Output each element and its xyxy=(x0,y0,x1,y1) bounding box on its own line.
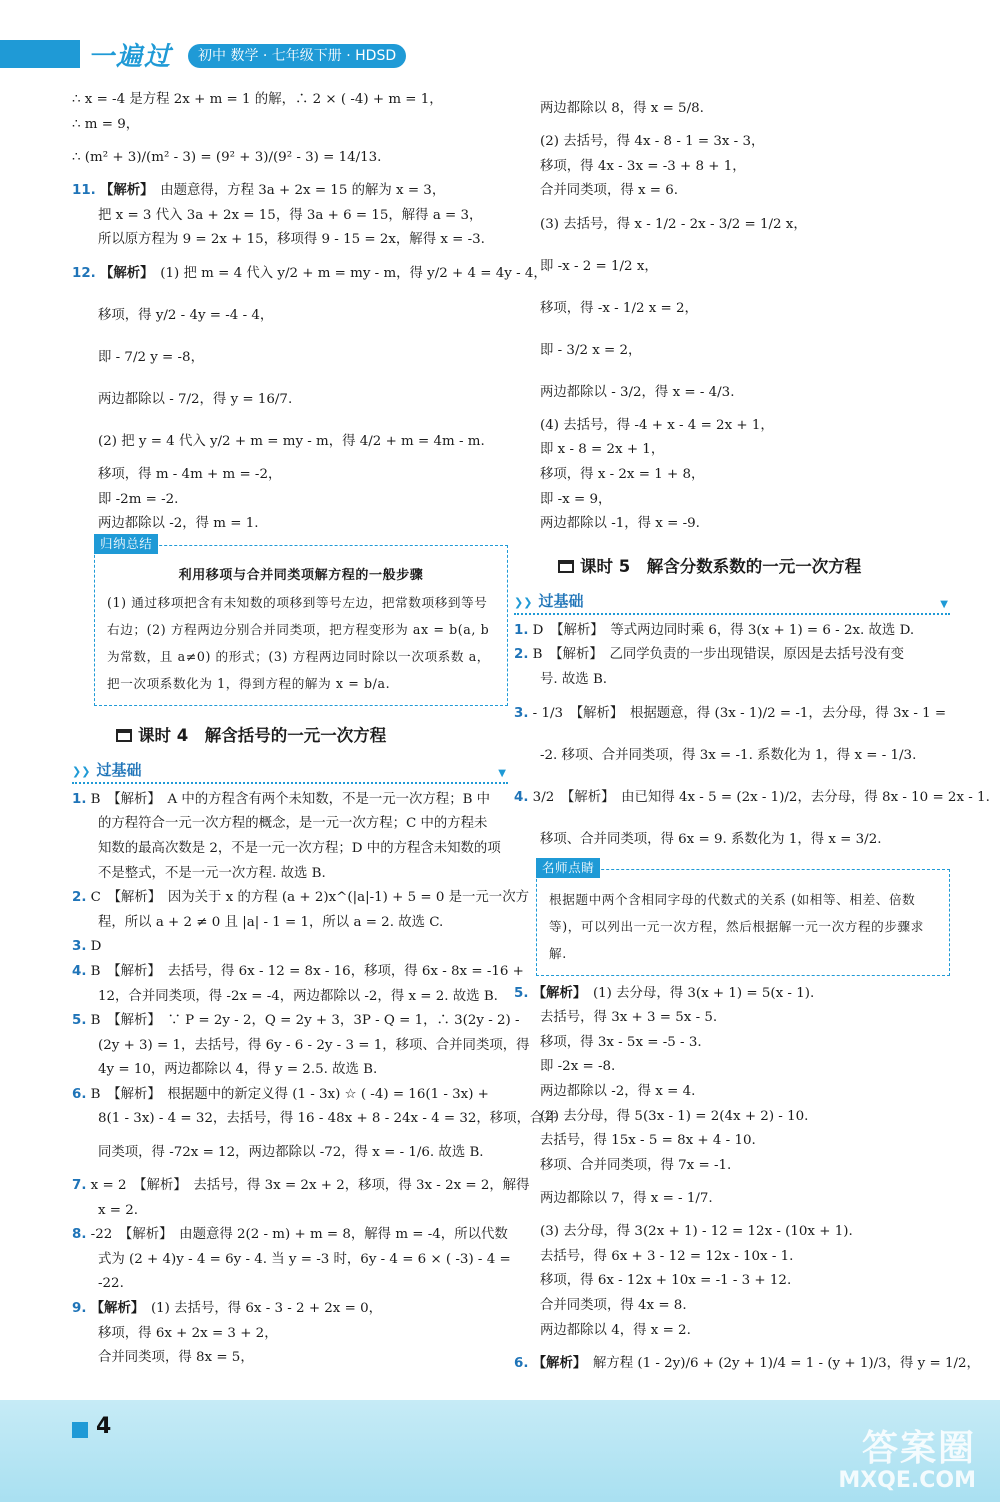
question-number: 4. xyxy=(514,789,529,805)
question-number: 6. xyxy=(514,1356,529,1372)
line-text: 式为 (2 + 4)y - 4 = 6y - 4. 当 y = -3 时，6y - 4 = 6 × ( -3) - 4 = xyxy=(98,1251,511,1267)
line-text: 移项，得 -x - 1/2 x = 2， xyxy=(540,300,698,316)
line-text: (3) 去括号，得 x - 1/2 - 2x - 3/2 = 1/2 x， xyxy=(540,216,807,232)
line-text: 所以原方程为 9 = 2x + 15，移项得 9 - 15 = 2x，解得 x = -3. xyxy=(98,232,485,248)
text-line xyxy=(514,693,950,735)
question-number: 1. xyxy=(514,622,529,638)
text-line xyxy=(514,643,950,668)
lesson4-title-text: 课时 4 解含括号的一元一次方程 xyxy=(138,725,387,745)
text-line xyxy=(514,668,950,693)
text-line xyxy=(72,1223,508,1248)
chevron-icon: ❯❯ xyxy=(514,595,533,609)
left-lines xyxy=(72,88,547,537)
text-line xyxy=(72,837,508,862)
text-line xyxy=(72,253,547,295)
question-number: 1. xyxy=(72,791,87,807)
line-text: B 【解析】 去括号，得 6x - 12 = 8x - 16，移项，得 6x - 8x = -16 + xyxy=(90,963,524,979)
text-line xyxy=(514,735,950,777)
text-line xyxy=(72,88,508,113)
text-line xyxy=(72,337,508,379)
text-line xyxy=(514,1319,950,1344)
text-line xyxy=(514,372,950,414)
text-line xyxy=(514,1154,950,1179)
text-line xyxy=(514,1006,950,1031)
line-text: 把 x = 3 代入 3a + 2x = 15，得 3a + 6 = 15，解得 a = 3， xyxy=(98,207,483,223)
line-text: 即 - 7/2 y = -8， xyxy=(98,349,204,365)
text-line xyxy=(72,1034,530,1059)
line-text: -22 【解析】 由题意得 2(2 - m) + m = 8，解得 m = -4，所以代数 xyxy=(90,1227,508,1243)
line-text: (2) 去分母，得 5(3x - 1) = 2(4x + 2) - 10. xyxy=(540,1108,809,1124)
line-text: 程，所以 a + 2 ≠ 0 且 |a| - 1 = 1，所以 a = 2. 故选 C. xyxy=(98,914,444,930)
question-number: 11. xyxy=(72,183,96,199)
question-number: 3. xyxy=(514,705,529,721)
line-text: ∴ x = -4 是方程 2x + m = 1 的解，∴ 2 × ( -4) + m = 1， xyxy=(72,92,443,107)
lesson5-basic-header xyxy=(514,587,950,615)
line-text: ∴ m = 9， xyxy=(72,116,140,132)
text-line xyxy=(514,619,950,644)
text-line xyxy=(514,88,950,130)
line-text: 移项，得 3x - 5x = -5 - 3. xyxy=(540,1034,702,1050)
text-line xyxy=(72,463,508,488)
watermark: 答案圈 xyxy=(861,1428,976,1469)
text-line xyxy=(72,1248,511,1273)
text-line xyxy=(72,935,508,960)
line-text: 知数的最高次数是 2，不是一元一次方程；D 中的方程含未知数的项 xyxy=(98,840,501,856)
text-line xyxy=(514,1129,950,1154)
line-text: 移项，得 6x - 12x + 10x = -1 - 3 + 12. xyxy=(540,1273,792,1289)
text-line xyxy=(514,130,950,155)
page-number: 4 xyxy=(96,1414,112,1439)
text-line xyxy=(514,204,950,246)
text-line xyxy=(514,1178,950,1220)
text-line xyxy=(514,1055,950,1080)
line-text: 的方程符合一元一次方程的概念，是一元一次方程；C 中的方程未 xyxy=(98,816,488,832)
line-text: (1) 去分母，得 3(x + 1) = 5(x - 1). xyxy=(592,985,815,1001)
line-text: 解方程 (1 - 2y)/6 + (2y + 1)/4 = 1 - (y + 1)/3，得 y = 1/2， xyxy=(592,1356,980,1372)
line-text: 即 -2m = -2. xyxy=(98,491,179,507)
text-line xyxy=(72,1272,508,1297)
line-text: B 【解析】 ∵ P = 2y - 2，Q = 2y + 3，3P - Q = 1，∴ 3(2y - 2) - xyxy=(90,1013,520,1029)
line-text: -2. 移项、合并同类项，得 3x = -1. 系数化为 1，得 x = - 1/3. xyxy=(540,747,917,763)
text-line xyxy=(514,777,990,819)
book-icon xyxy=(116,729,132,742)
text-line xyxy=(72,960,524,985)
text-line xyxy=(72,295,508,337)
line-text: ∴ (m² + 3)/(m² - 3) = (9² + 3)/(9² - 3) = 14/13. xyxy=(72,150,382,166)
header-tag: 初中 数学 · 七年级下册 · HDSD xyxy=(188,44,406,68)
line-text: - 1/3 【解析】 根据题意，得 (3x - 1)/2 = -1，去分母，得 3x - 1 = xyxy=(532,705,947,721)
line-text: 两边都除以 -2，得 x = 4. xyxy=(540,1083,696,1099)
lesson4-basic-text: 过基础 xyxy=(96,760,142,779)
text-line xyxy=(514,1269,950,1294)
line-text: 合并同类项，得 x = 6. xyxy=(540,183,679,199)
text-line xyxy=(72,179,508,204)
brand-logo: 一遍过 xyxy=(88,42,173,72)
line-text: 移项、合并同类项，得 6x = 9. 系数化为 1，得 x = 3/2. xyxy=(540,831,882,847)
chevron-icon: ❯❯ xyxy=(72,764,91,778)
right-lines-2 xyxy=(514,619,990,861)
line-text: x = 2. xyxy=(98,1202,139,1218)
line-text: D xyxy=(90,939,102,955)
text-line xyxy=(514,155,950,180)
text-line xyxy=(72,812,508,837)
text-line xyxy=(72,985,508,1010)
question-number: 2. xyxy=(514,647,529,663)
text-line xyxy=(514,179,950,204)
analysis-tag: 【解析】 xyxy=(532,985,580,1001)
line-text: B 【解析】 乙同学负责的一步出现错误，原因是去括号没有变 xyxy=(532,647,905,663)
line-text: 两边都除以 - 7/2，得 y = 16/7. xyxy=(98,391,293,407)
line-text: B 【解析】 根据题中的新定义得 (1 - 3x) ☆ ( -4) = 16(1 - 3x) + xyxy=(90,1086,489,1102)
lesson4-title xyxy=(72,716,508,756)
line-text: (1) 去括号，得 6x - 3 - 2 + 2x = 0， xyxy=(150,1301,383,1317)
summary-label: 归纳总结 xyxy=(94,534,158,554)
watermark-url: MXQE.COM xyxy=(838,1468,976,1493)
text-line xyxy=(72,1199,508,1224)
tip-body: 根据题中两个含相同字母的代数式的关系 (如相等、相差、倍数等)，可以列出一元一次方程，然后根据解一元一次方程的步骤求解. xyxy=(549,891,924,961)
text-line xyxy=(72,886,529,911)
text-line xyxy=(514,246,950,288)
line-text: B 【解析】 A 中的方程含有两个未知数，不是一元一次方程；B 中 xyxy=(90,791,491,807)
text-line xyxy=(514,330,950,372)
text-line xyxy=(72,1083,508,1108)
tip-label: 名师点睛 xyxy=(536,858,600,878)
question-number: 9. xyxy=(72,1301,87,1317)
summary-box xyxy=(94,535,508,706)
right-column xyxy=(514,88,990,1385)
lesson5-basic-text: 过基础 xyxy=(538,591,584,610)
line-text: 移项，得 6x + 2x = 3 + 2， xyxy=(98,1325,278,1341)
text-line xyxy=(514,512,950,537)
line-text: 即 -x - 2 = 1/2 x， xyxy=(540,258,658,274)
line-text: x = 2 【解析】 去括号，得 3x = 2x + 2，移项，得 3x - 2x = 2，解得 xyxy=(90,1178,530,1194)
line-text: 两边都除以 -1，得 x = -9. xyxy=(540,516,700,532)
text-line xyxy=(514,1294,950,1319)
left-column xyxy=(72,88,557,1371)
question-number: 4. xyxy=(72,963,87,979)
text-line xyxy=(514,1220,950,1245)
summary-title: 利用移项与合并同类项解方程的一般步骤 xyxy=(178,567,424,583)
line-text: 去括号，得 6x + 3 - 12 = 12x - 10x - 1. xyxy=(540,1248,794,1264)
text-line xyxy=(72,1322,508,1347)
line-text: (2y + 3) = 1，去括号，得 6y - 6 - 2y - 3 = 1，移项、合并同类项，得 xyxy=(98,1037,530,1053)
line-text: 12，合并同类项，得 -2x = -4，两边都除以 -2，得 x = 2. 故选 B. xyxy=(98,988,498,1004)
line-text: 移项，得 4x - 3x = -3 + 8 + 1， xyxy=(540,158,746,174)
line-text: -22. xyxy=(98,1276,124,1292)
text-line xyxy=(514,1080,950,1105)
line-text: 移项，得 x - 2x = 1 + 8， xyxy=(540,466,705,482)
line-text: 即 -2x = -8. xyxy=(540,1059,616,1075)
text-line xyxy=(514,463,950,488)
right-lines xyxy=(514,88,950,537)
lesson4-basic-header xyxy=(72,756,508,784)
line-text: 3/2 【解析】 由已知得 4x - 5 = (2x - 1)/2，去分母，得 8x - 10 = 2x - 1. xyxy=(532,789,990,805)
text-line xyxy=(72,1346,508,1371)
text-line xyxy=(514,438,950,463)
text-line xyxy=(72,788,508,813)
text-line xyxy=(514,982,950,1007)
text-line xyxy=(514,288,950,330)
chevron-down-icon: ▼ xyxy=(498,767,506,779)
text-line xyxy=(72,1058,508,1083)
analysis-tag: 【解析】 xyxy=(100,183,147,199)
line-text: 移项，得 y/2 - 4y = -4 - 4， xyxy=(98,307,274,323)
line-text: 不是整式，不是一元一次方程. 故选 B. xyxy=(98,865,326,881)
line-text: 合并同类项，得 4x = 8. xyxy=(540,1298,687,1314)
line-text: 8(1 - 3x) - 4 = 32，去括号，得 16 - 48x + 8 - 24x - 4 = 32，移项，合并 xyxy=(98,1111,557,1127)
text-line xyxy=(72,113,508,138)
analysis-tag: 【解析】 xyxy=(532,1356,580,1372)
text-line xyxy=(72,911,508,936)
line-text: (2) 把 y = 4 代入 y/2 + m = my - m，得 4/2 + m = 4m - m. xyxy=(98,433,485,449)
analysis-tag: 【解析】 xyxy=(100,265,147,281)
text-line xyxy=(72,204,508,229)
line-text: (4) 去括号，得 -4 + x - 4 = 2x + 1， xyxy=(540,417,774,433)
line-text: 移项、合并同类项，得 7x = -1. xyxy=(540,1157,732,1173)
text-line xyxy=(514,1031,950,1056)
right-lines-3 xyxy=(514,982,980,1386)
line-text: (2) 去括号，得 4x - 8 - 1 = 3x - 3， xyxy=(540,134,765,149)
text-line xyxy=(72,1297,508,1322)
text-line xyxy=(72,862,508,887)
page-marker xyxy=(72,1422,88,1438)
text-line xyxy=(514,1105,950,1130)
line-text: 4y = 10，两边都除以 4，得 y = 2.5. 故选 B. xyxy=(98,1062,378,1078)
line-text: 两边都除以 7，得 x = - 1/7. xyxy=(540,1191,713,1207)
lesson5-title xyxy=(514,547,950,587)
text-line xyxy=(72,421,508,463)
text-line xyxy=(72,1009,520,1034)
line-text: 即 - 3/2 x = 2， xyxy=(540,342,642,358)
line-text: 去括号，得 3x + 3 = 5x - 5. xyxy=(540,1010,718,1026)
text-line xyxy=(72,1132,508,1174)
question-number: 5. xyxy=(72,1013,87,1029)
question-number: 8. xyxy=(72,1227,87,1243)
question-number: 7. xyxy=(72,1178,87,1194)
text-line xyxy=(72,488,508,513)
line-text: (3) 去分母，得 3(2x + 1) - 12 = 12x - (10x + 1). xyxy=(540,1224,853,1240)
line-text: 合并同类项，得 8x = 5， xyxy=(98,1350,254,1366)
lesson5-title-text: 课时 5 解含分数系数的一元一次方程 xyxy=(580,556,862,576)
line-text: 移项，得 m - 4m + m = -2， xyxy=(98,466,282,482)
line-text: D 【解析】 等式两边同时乘 6，得 3(x + 1) = 6 - 2x. 故选 D. xyxy=(532,622,915,638)
tip-box xyxy=(536,859,950,976)
left-lines-2 xyxy=(72,788,557,1371)
line-text: 即 -x = 9， xyxy=(540,491,612,507)
line-text: 两边都除以 8，得 x = 5/8. xyxy=(540,101,704,116)
text-line xyxy=(514,414,950,439)
text-line xyxy=(514,1245,950,1270)
text-line xyxy=(72,1107,557,1132)
chevron-down-icon: ▼ xyxy=(940,598,948,610)
summary-body: (1) 通过移项把含有未知数的项移到等号左边，把常数项移到等号右边；(2) 方程两边分别合并同类项，把方程变形为 ax = b(a, b 为常数，且 a≠0) 的形式；(3) 方程两边同时除以一次项系数 a，把一次项系数化为 1，得到方程的解为 x = b/a. xyxy=(107,594,491,691)
line-text: 同类项，得 -72x = 12，两边都除以 -72，得 x = - 1/6. 故选 B. xyxy=(98,1145,484,1161)
text-line xyxy=(72,137,508,179)
book-icon xyxy=(558,560,574,573)
question-number: 6. xyxy=(72,1086,87,1102)
analysis-tag: 【解析】 xyxy=(90,1301,138,1317)
question-number: 2. xyxy=(72,890,87,906)
header-bar xyxy=(0,40,80,68)
line-text: 去括号，得 15x - 5 = 8x + 4 - 10. xyxy=(540,1133,756,1149)
line-text: 两边都除以 4，得 x = 2. xyxy=(540,1322,691,1338)
text-line xyxy=(514,1343,980,1385)
line-text: 号. 故选 B. xyxy=(540,671,608,687)
line-text: 即 x - 8 = 2x + 1， xyxy=(540,442,665,458)
line-text: C 【解析】 因为关于 x 的方程 (a + 2)x^(|a|-1) + 5 = 0 是一元一次方 xyxy=(90,890,529,906)
text-line xyxy=(514,488,950,513)
line-text: 两边都除以 -2，得 m = 1. xyxy=(98,516,259,532)
question-number: 12. xyxy=(72,265,96,281)
line-text: 由题意得，方程 3a + 2x = 15 的解为 x = 3， xyxy=(160,183,446,199)
question-number: 5. xyxy=(514,985,529,1001)
text-line xyxy=(72,228,508,253)
line-text: (1) 把 m = 4 代入 y/2 + m = my - m，得 y/2 + 4 = 4y - 4， xyxy=(160,265,547,281)
question-number: 3. xyxy=(72,939,87,955)
text-line xyxy=(514,819,950,861)
line-text: 两边都除以 - 3/2，得 x = - 4/3. xyxy=(540,384,735,400)
text-line xyxy=(72,379,508,421)
text-line xyxy=(72,1174,530,1199)
